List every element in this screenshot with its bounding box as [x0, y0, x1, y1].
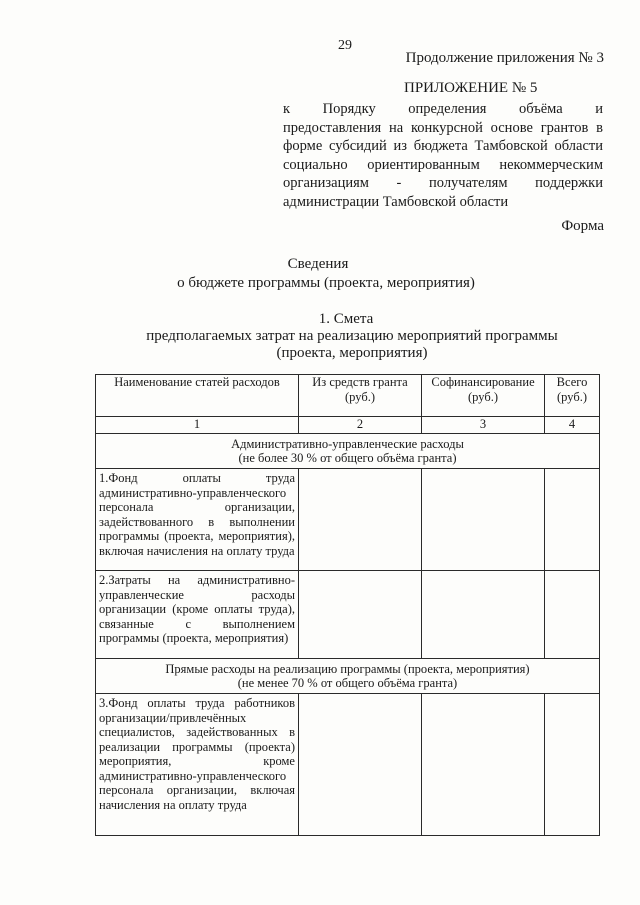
column-number: 3 — [422, 417, 545, 434]
form-label: Форма — [561, 218, 604, 234]
appendix-line: социально ориентированным некоммерческим — [283, 156, 603, 173]
row-label: 2.Затраты на административно-управленческие расходы организации (кроме оплаты труда), связанные с выполнением программы (проекта, мероприятия) — [96, 571, 299, 659]
heading-budget: о бюджете программы (проекта, мероприятия) — [177, 275, 475, 291]
appendix-title: ПРИЛОЖЕНИЕ № 5 — [404, 80, 538, 96]
section-row-admin — [96, 434, 600, 469]
appendix-description — [283, 100, 603, 211]
heading-estimate-desc-2: (проекта, мероприятия) — [276, 345, 428, 361]
column-number: 4 — [545, 417, 600, 434]
column-number: 1 — [96, 417, 299, 434]
column-header-total: Всего (руб.) — [545, 375, 600, 417]
column-header-grant: Из средств гранта (руб.) — [299, 375, 422, 417]
table-row — [96, 694, 600, 836]
total-cell[interactable] — [545, 571, 600, 659]
table-row — [96, 469, 600, 571]
heading-estimate: 1. Смета — [318, 311, 374, 327]
section-subtitle: (не более 30 % от общего объёма гранта) — [238, 451, 457, 465]
total-cell[interactable] — [545, 694, 600, 836]
grant-cell[interactable] — [299, 694, 422, 836]
cofinancing-cell[interactable] — [422, 469, 545, 571]
budget-table — [95, 374, 600, 836]
appendix-line: к Порядку определения объёма и — [283, 101, 603, 117]
column-number: 2 — [299, 417, 422, 434]
appendix-line: организациям - получателям поддержки — [283, 175, 603, 191]
section-heading — [96, 659, 600, 694]
total-cell[interactable] — [545, 469, 600, 571]
column-number-row — [96, 417, 600, 434]
appendix-line: администрации Тамбовской области — [283, 193, 509, 210]
section-title: Прямые расходы на реализацию программы (проекта, мероприятия) — [165, 661, 530, 676]
section-heading — [96, 434, 600, 469]
section-title: Административно-управленческие расходы — [231, 436, 464, 451]
column-header-name: Наименование статей расходов — [96, 375, 299, 417]
table-row — [96, 571, 600, 659]
heading-estimate-desc: предполагаемых затрат на реализацию мероприятий программы — [146, 328, 558, 344]
row-label: 1.Фонд оплаты труда административно-управленческого персонала организации, задействованного в выполнении программы (проекта, мероприятия), включая начисления на оплату труда — [96, 469, 299, 571]
cofinancing-cell[interactable] — [422, 694, 545, 836]
appendix-line: предоставления на конкурсной основе грантов в — [283, 119, 603, 136]
column-header-cofinancing: Софинансирование (руб.) — [422, 375, 545, 417]
cofinancing-cell[interactable] — [422, 571, 545, 659]
section-subtitle: (не менее 70 % от общего объёма гранта) — [237, 676, 458, 690]
page-number: 29 — [338, 38, 352, 53]
appendix-line: форме субсидий из бюджета Тамбовской области — [283, 138, 603, 154]
continuation-note: Продолжение приложения № 3 — [405, 50, 604, 66]
section-row-direct — [96, 659, 600, 694]
heading-info: Сведения — [287, 256, 349, 272]
grant-cell[interactable] — [299, 469, 422, 571]
table-header-row — [96, 375, 600, 417]
grant-cell[interactable] — [299, 571, 422, 659]
row-label: 3.Фонд оплаты труда работников организации/привлечённых специалистов, задействованных в реализации программы (проекта) мероприятия, кроме административно-управленческого персонала организации, включая начисления на оплату труда — [96, 694, 299, 836]
